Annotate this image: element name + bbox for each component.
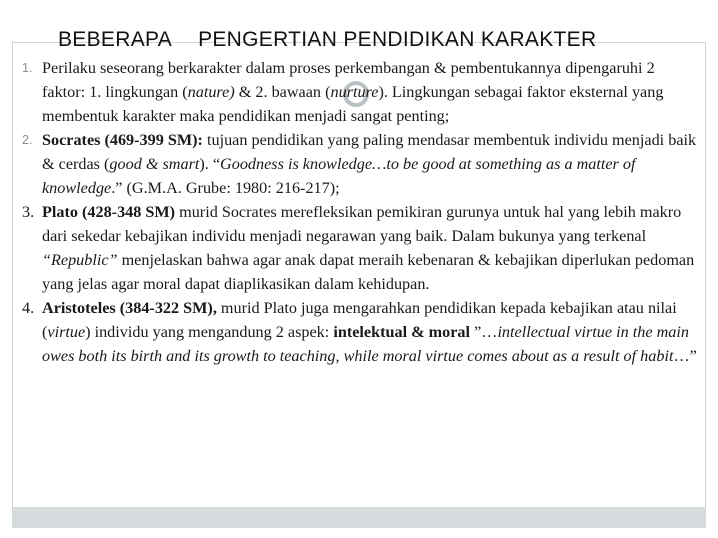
item-4-text-d: …” [673,347,697,365]
list-item-4 [22,296,700,368]
item-4-quote: intellectual virtue in the main owes both its birth and its growth to teaching, while moral virtue comes about as a result of habit [42,323,689,365]
item-1-nature: nature) [187,83,235,101]
item-1-text-b: & 2. bawaan ( [234,83,331,101]
item-2-quote: Goodness is knowledge…to be good at something as a matter of knowledge [42,155,636,197]
item-3-text-b: menjelaskan bahwa agar anak dapat meraih kebenaran & kebajikan diperlukan pedoman yang jelas agar moral dapat diaplikasikan dalam kehidupan. [42,251,695,293]
item-number-4: 4. [22,299,35,317]
item-3-text-a: murid Socrates merefleksikan pemikiran gurunya untuk hal yang lebih makro dari sekedar kebajikan individu menjadi negarawan yang baik. Dalam bukunya yang terkenal [42,203,682,245]
item-2-text-b: ). “ [199,155,221,173]
item-2-good-smart: good & smart [109,155,200,173]
item-4-text-b: ) individu yang mengandung 2 aspek: [85,323,334,341]
item-1-text-a: Perilaku seseorang berkarakter dalam proses perkembangan & pembentukannya dipengaruhi 2 faktor: 1. lingkungan ( [42,59,655,101]
slide-footer-band [12,507,706,528]
item-4-text-c: ”… [470,323,498,341]
item-1-text-c: ). Lingkungan sebagai faktor eksternal yang membentuk karakter maka pendidikan menjadi sangat penting; [42,83,664,125]
item-3-republic: “Republic” [42,251,118,269]
item-4-aristoteles: Aristoteles (384-322 SM), [42,299,217,317]
item-2-socrates: Socrates (469-399 SM): [42,131,203,149]
item-3-plato: Plato (428-348 SM) [42,203,176,221]
item-4-intelektual-moral: intelektual & moral [333,323,471,341]
list-item-1 [22,56,700,128]
item-4-text-a: murid Plato juga mengarahkan pendidikan kepada kebajikan atau nilai ( [42,299,677,341]
list-item-3 [22,200,700,296]
item-number-1: 1. [22,61,33,75]
item-number-2: 2. [22,133,33,147]
title-word-2: PENGERTIAN PENDIDIKAN KARAKTER [198,28,597,51]
item-1-nurture: nurture [330,83,379,101]
item-2-text-a: tujuan pendidikan yang paling mendasar membentuk individu menjadi baik & cerdas ( [42,131,697,173]
item-2-citation: .” (G.M.A. Grube: 1980: 216-217); [111,179,340,197]
title-word-1: BEBERAPA [58,28,173,51]
slide-title [58,28,596,52]
item-number-3: 3. [22,203,35,221]
item-4-virtue: virtue [47,323,86,341]
list-item-2 [22,128,700,200]
slide-body [22,56,700,368]
